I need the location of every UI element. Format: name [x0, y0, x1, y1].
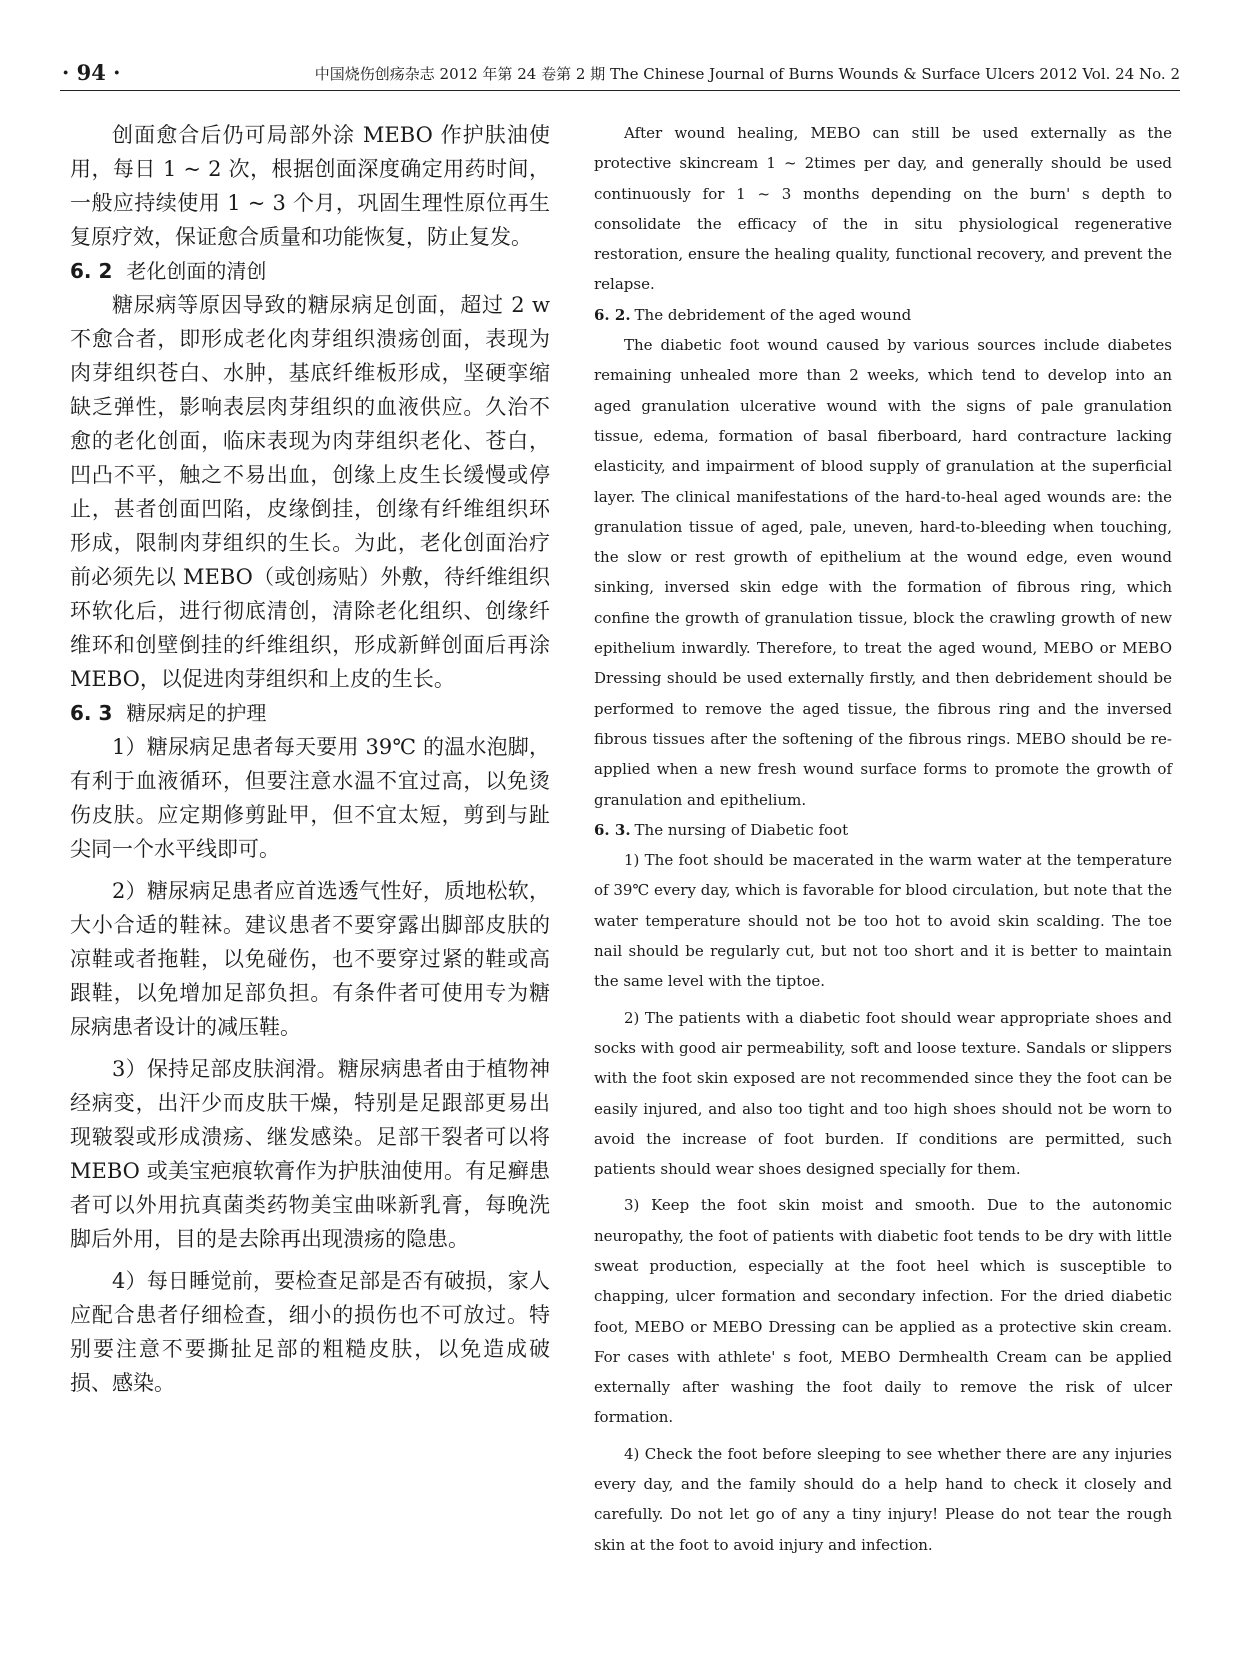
zh-paragraph: 创面愈合后仍可局部外涂 MEBO 作护肤油使用，每日 1 ~ 2 次，根据创面深度确定用药时间，一般应持续使用 1 ~ 3 个月，巩固生理性原位再生复原疗效，保证愈合质量和功能恢复，防止复发。 [70, 123, 550, 249]
zh-paragraph: 糖尿病等原因导致的糖尿病足创面，超过 2 w 不愈合者，即形成老化肉芽组织溃疡创面，表现为肉芽组织苍白、水肿，基底纤维板形成，坚硬挛缩缺乏弹性，影响表层肉芽组织的血液供应。久治不愈的老化创面，临床表现为肉芽组织老化、苍白，凹凸不平，触之不易出血，创缘上皮生长缓慢或停止，甚者创面凹陷，皮缘倒挂，创缘有纤维组织环形成，限制肉芽组织的生长。为此，老化创面治疗前必须先以 MEBO（或创疡贴）外敷，待纤维组织环软化后，进行彻底清创，清除老化组织、创缘纤维环和创壁倒挂的纤维组织，形成新鲜创面后再涂 MEBO，以促进肉芽组织和上皮的生长。 [70, 293, 550, 691]
en-paragraph: 1) The foot should be macerated in the warm water at the temperature of 39℃ every day, which is favorable for blood circulation, but note that the water temperature should not be too hot to avoid skin scalding. The toe nail should be regularly cut, but not too short and it is better to maintain the same level with the tiptoe. [594, 851, 1172, 991]
en-section-heading: 6. 3. The nursing of Diabetic foot [594, 820, 849, 839]
english-column [594, 118, 1172, 1560]
zh-section-heading: 6. 3 糖尿病足的护理 [70, 701, 267, 725]
zh-section-heading: 6. 2 老化创面的清创 [70, 259, 267, 283]
page-number: · 94 · [62, 60, 121, 85]
chinese-column [70, 118, 550, 1400]
page-header [60, 60, 1180, 91]
zh-paragraph: 1）糖尿病足患者每天要用 39℃ 的温水泡脚，有利于血液循环，但要注意水温不宜过高，以免烫伤皮肤。应定期修剪趾甲，但不宜太短，剪到与趾尖同一个水平线即可。 [70, 735, 550, 861]
zh-paragraph: 2）糖尿病足患者应首选透气性好，质地松软，大小合适的鞋袜。建议患者不要穿露出脚部皮肤的凉鞋或者拖鞋，以免碰伤，也不要穿过紧的鞋或高跟鞋，以免增加足部负担。有条件者可使用专为糖尿病患者设计的减压鞋。 [70, 879, 550, 1039]
en-paragraph: After wound healing, MEBO can still be used externally as the protective skincream 1 ~ 2times per day, and generally should be used continuously for 1 ~ 3 months depending on the burn' s depth to consolidate the efficacy of the in situ physiological regenerative restoration, ensure the healing quality, functional recovery, and prevent the relapse. [594, 124, 1172, 294]
en-paragraph: 2) The patients with a diabetic foot should wear appropriate shoes and socks with good air permeability, soft and loose texture. Sandals or slippers with the foot skin exposed are not recommended since they the foot can be easily injured, and also too tight and too high shoes should not be worn to avoid the increase of foot burden. If conditions are permitted, such patients should wear shoes designed specially for them. [594, 1008, 1172, 1179]
running-head: 中国烧伤创疡杂志 2012 年第 24 卷第 2 期 The Chinese Journal of Burns Wounds & Surface Ulcers 2012 Vol. 24 No. 2 [314, 65, 1180, 83]
en-paragraph: The diabetic foot wound caused by various sources include diabetes remaining unhealed more than 2 weeks, which tend to develop into an aged granulation ulcerative wound with the signs of pale granulation tissue, edema, formation of basal fiberboard, hard contracture lacking elasticity, and impairment of blood supply of granulation at the superficial layer. The clinical manifestations of the hard-to-heal aged wounds are: the granulation tissue of aged, pale, uneven, hard-to-bleeding when touching, the slow or rest growth of epithelium at the wound edge, even wound sinking, inversed skin edge with the formation of fibrous ring, which confine the growth of granulation tissue, block the crawling growth of new epithelium inwardly. Therefore, to treat the aged wound, MEBO or MEBO Dressing should be used externally firstly, and then debridement should be performed to remove the aged tissue, the fibrous ring and the inversed fibrous tissues after the softening of the fibrous rings. MEBO should be re-applied when a new fresh wound surface forms to promote the growth of granulation and epithelium. [594, 336, 1172, 809]
en-paragraph: 4) Check the foot before sleeping to see whether there are any injuries every day, and the family should do a help hand to check it closely and carefully. Do not let go of any a tiny injury! Please do not tear the rough skin at the foot to avoid injury and infection. [594, 1444, 1172, 1554]
zh-paragraph: 3）保持足部皮肤润滑。糖尿病患者由于植物神经病变，出汗少而皮肤干燥，特别是足跟部更易出现皲裂或形成溃疡、继发感染。足部干裂者可以将 MEBO 或美宝疤痕软膏作为护肤油使用。有足癣患者可以外用抗真菌类药物美宝曲咪新乳膏，每晚洗脚后外用，目的是去除再出现溃疡的隐患。 [70, 1057, 550, 1251]
zh-paragraph: 4）每日睡觉前，要检查足部是否有破损，家人应配合患者仔细检查，细小的损伤也不可放过。特别要注意不要撕扯足部的粗糙皮肤，以免造成破损、感染。 [70, 1269, 550, 1395]
en-paragraph: 3) Keep the foot skin moist and smooth. Due to the autonomic neuropathy, the foot of patients with diabetic foot tends to be dry with little sweat production, especially at the foot heel which is susceptible to chapping, ulcer formation and secondary infection. For the dried diabetic foot, MEBO or MEBO Dressing can be applied as a protective skin cream. For cases with athlete' s foot, MEBO Dermhealth Cream can be applied externally after washing the foot daily to remove the risk of ulcer formation. [594, 1196, 1172, 1427]
en-section-heading: 6. 2. The debridement of the aged wound [594, 305, 912, 324]
